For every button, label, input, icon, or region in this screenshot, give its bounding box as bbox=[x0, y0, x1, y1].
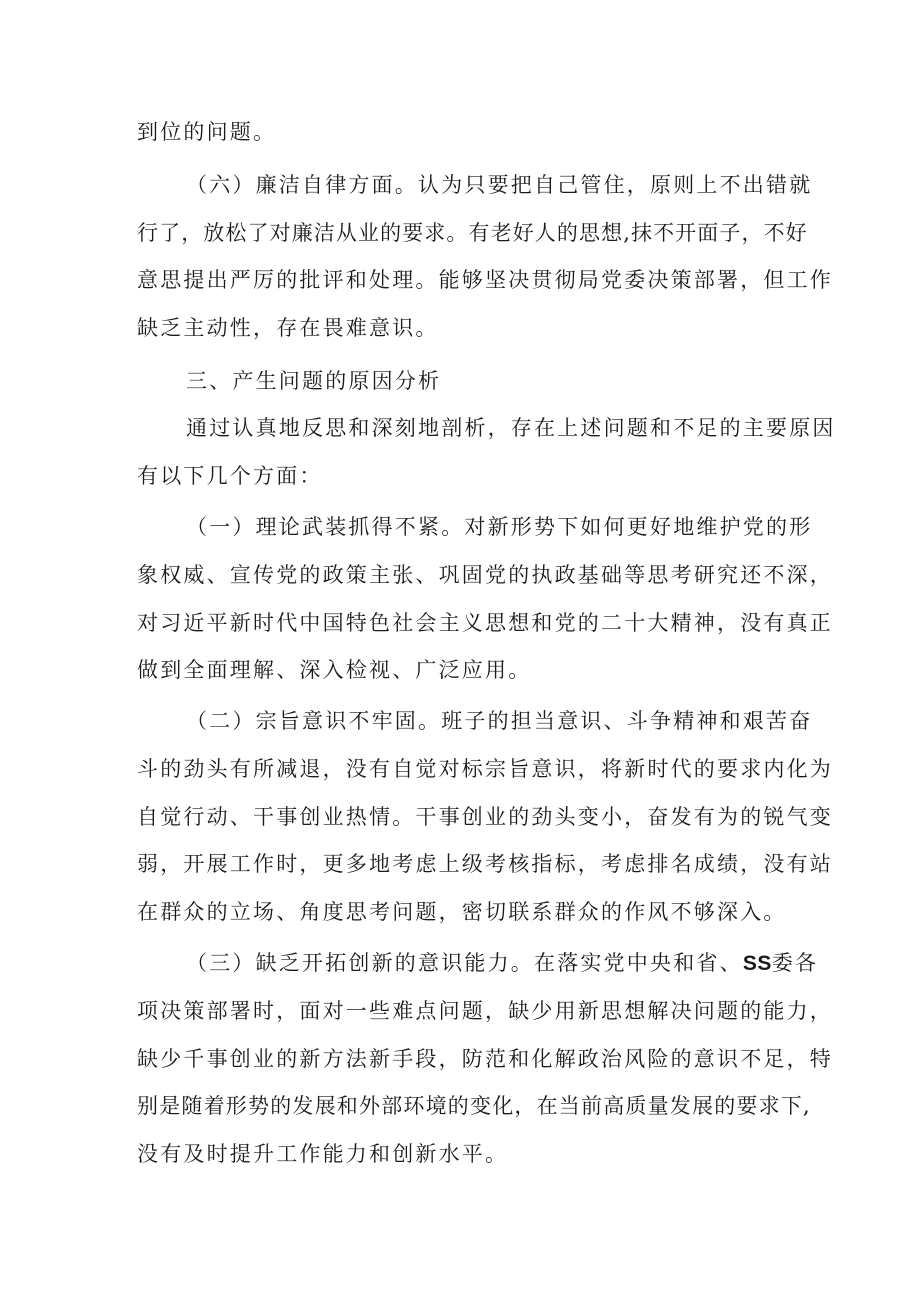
paragraph-line: 有以下几个方面： bbox=[137, 464, 323, 488]
paragraph-line: 对习近平新时代中国特色社会主义思想和党的二十大精神，没有真正 bbox=[137, 611, 833, 635]
paragraph-line: 意思提出严厉的批评和处理。能够坚决贯彻局党委决策部署，但工作 bbox=[137, 268, 833, 292]
paragraph-line: 在群众的立场、角度思考问题，密切联系群众的作风不够深入。 bbox=[137, 900, 787, 924]
paragraph-line: 自觉行动、干事创业热情。干事创业的劲头变小，奋发有为的锐气变 bbox=[137, 805, 833, 829]
abbreviation-text: SS bbox=[742, 952, 772, 975]
paragraph-line: 行了，放松了对廉洁从业的要求。有老好人的思想,抹不开面子，不好 bbox=[137, 221, 808, 245]
paragraph-line: 到位的问题。 bbox=[137, 120, 277, 144]
paragraph-line: （二）宗旨意识不牢固。班子的担当意识、斗争精神和艰苦奋 bbox=[186, 709, 813, 733]
line-text: （三）缺乏开拓创新的意识能力。在落实党中央和省、 bbox=[186, 951, 743, 975]
paragraph-line: 象权威、宣传党的政策主张、巩固党的执政基础等思考研究还不深， bbox=[137, 563, 833, 587]
paragraph-line: 通过认真地反思和深刻地剖析，存在上述问题和不足的主要原因 bbox=[186, 416, 836, 440]
paragraph-line: 缺乏主动性，存在畏难意识。 bbox=[137, 316, 439, 340]
paragraph-line bbox=[186, 948, 818, 979]
section-heading: 三、产生问题的原因分析 bbox=[186, 369, 442, 393]
paragraph-line: 缺少千事创业的新方法新手段，防范和化解政治风险的意识不足，特 bbox=[137, 1047, 833, 1071]
line-text: 委各 bbox=[771, 951, 819, 975]
paragraph-line: 斗的劲头有所减退，没有自觉对标宗旨意识，将新时代的要求内化为 bbox=[137, 757, 833, 781]
paragraph-line: 别是随着形势的发展和外部环境的变化，在当前高质量发展的要求下, bbox=[137, 1094, 811, 1118]
paragraph-line: 弱，开展工作时，更多地考虑上级考核指标，考虑排名成绩，没有站 bbox=[137, 852, 833, 876]
paragraph-line: （六）廉洁自律方面。认为只要把自己管住，原则上不出错就 bbox=[186, 173, 813, 197]
paragraph-line: 项决策部署时，面对一些难点问题，缺少用新思想解决问题的能力， bbox=[137, 999, 833, 1023]
paragraph-line: 没有及时提升工作能力和创新水平。 bbox=[137, 1142, 509, 1166]
paragraph-line: 做到全面理解、深入检视、广泛应用。 bbox=[137, 658, 532, 682]
paragraph-line: （一）理论武装抓得不紧。对新形势下如何更好地维护党的形 bbox=[186, 515, 813, 539]
